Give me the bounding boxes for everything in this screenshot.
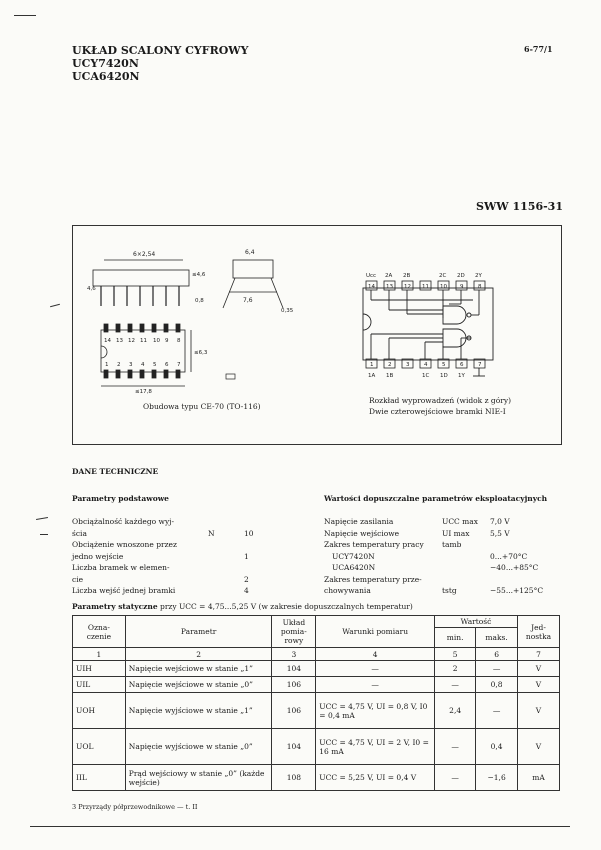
footer-note: 3 Przyrządy półprzewodnikowe — t. II [72, 803, 198, 811]
limit-row: chowywania tstg −55...+125°C [324, 586, 544, 595]
margin-mark-3 [40, 534, 48, 535]
pin-5: 5 [442, 362, 446, 368]
pinout-caption-2: Dwie czterowejściowe bramki NIE-I [369, 407, 506, 416]
dim-label-body: ≤6,3 [194, 350, 208, 356]
title-line-3: UCA6420N [72, 70, 140, 83]
pin-2: 2 [388, 362, 392, 368]
limit-row: Zakres temperatury pracy tamb [324, 540, 462, 549]
dim-label-row: 7,6 [243, 297, 253, 304]
pinout-bottom-labels [368, 373, 465, 379]
pin-14: 14 [368, 284, 375, 290]
th-min: min. [435, 628, 476, 648]
dim-label-width: 6,4 [245, 249, 255, 256]
limit-row: Napięcie zasilania UCC max 7,0 V [324, 517, 510, 526]
th-max: maks. [476, 628, 518, 648]
pin-label-2a: 2A [385, 273, 393, 279]
pin-9: 9 [460, 284, 464, 290]
figure-box [72, 225, 562, 445]
pin-label-1a: 1A [368, 373, 376, 379]
static-params-heading: Parametry statyczne przy UCC = 4,75...5,25 V (w zakresie dopuszczalnych temperatur) [72, 602, 413, 611]
pin-label-1d: 1D [440, 373, 448, 379]
limits-list [324, 516, 560, 597]
pin-label-2c: 2C [439, 273, 447, 279]
basic-row: jedno wejście 1 [72, 551, 249, 561]
package-pin-top-numbers [104, 338, 181, 344]
document-title [72, 44, 249, 83]
pinout-top-labels [366, 273, 482, 279]
pkg-pin-2: 2 [117, 362, 121, 368]
pkg-pin-1: 1 [105, 362, 109, 368]
package-caption: Obudowa typu CE-70 (TO-116) [143, 402, 261, 411]
dim-label-thickness: 0,8 [195, 298, 204, 304]
pin-11: 11 [422, 284, 429, 290]
pin-12: 12 [404, 284, 411, 290]
pkg-pin-13: 13 [116, 338, 123, 344]
table-row: UOH Napięcie wyjściowe w stanie „1” 106 UCC = 4,75 V, UI = 0,8 V, I0 = 0,4 mA 2,4 — V [73, 693, 560, 729]
corner-mark [14, 15, 36, 16]
pinout-caption-1: Rozkład wyprowadzeń (widok z góry) [369, 396, 511, 405]
basic-row: cie 2 [72, 574, 249, 584]
pkg-pin-12: 12 [128, 338, 135, 344]
pin-6: 6 [460, 362, 464, 368]
table-row: UIL Napięcie wejściowe w stanie „0” 106 — — 0,8 V [73, 677, 560, 693]
table-header-row [73, 616, 560, 628]
basic-row: Liczba bramek w elemen- [72, 563, 170, 572]
dim-label-lead: 4,6 [87, 286, 96, 292]
pkg-pin-11: 11 [140, 338, 147, 344]
title-line-1: UKŁAD SCALONY CYFROWY [72, 44, 249, 57]
standard-number: SWW 1156-31 [476, 200, 563, 213]
pin-1: 1 [370, 362, 374, 368]
pin-8: 8 [478, 284, 482, 290]
pkg-pin-8: 8 [177, 338, 181, 344]
title-line-2: UCY7420N [72, 57, 139, 70]
dim-label-length: ≤17,8 [135, 389, 152, 395]
limit-row: UCY7420N 0...+70°C [332, 551, 528, 561]
pin-label-2b: 2B [403, 273, 411, 279]
basic-row: ścia N 10 [72, 528, 254, 538]
margin-mark-2 [36, 517, 48, 520]
dim-label-angle: 0,35 [281, 308, 294, 314]
pkg-pin-10: 10 [153, 338, 160, 344]
margin-mark-1 [50, 304, 60, 308]
section-heading: DANE TECHNICZNE [72, 467, 159, 476]
package-side-view [93, 260, 189, 306]
pkg-pin-7: 7 [177, 362, 181, 368]
pin-label-1y: 1Y [458, 373, 465, 379]
marker-rect [226, 374, 235, 379]
pkg-pin-14: 14 [104, 338, 111, 344]
limits-heading: Wartości dopuszczalne parametrów eksploatacyjnych [324, 494, 548, 503]
table-row: IIL Prąd wejściowy w stanie „0” (każde wejście) 108 UCC = 5,25 V, UI = 0,4 V — −1,6 mA [73, 765, 560, 791]
th-circuit: Układ pomia-rowy [272, 616, 316, 648]
pin-10: 10 [440, 284, 447, 290]
basic-row: Liczba wejść jednej bramki 4 [72, 586, 249, 595]
basic-params-list [72, 516, 282, 597]
pin-13: 13 [386, 284, 393, 290]
basic-params-heading: Parametry podstawowe [72, 494, 169, 503]
pin-7: 7 [478, 362, 482, 368]
table-row: UOL Napięcie wyjściowe w stanie „0” 104 UCC = 4,75 V, UI = 2 V, I0 = 16 mA — 0,4 V [73, 729, 560, 765]
pkg-pin-5: 5 [153, 362, 157, 368]
pin-label-1b: 1B [386, 373, 394, 379]
pkg-pin-6: 6 [165, 362, 169, 368]
pin-label-ucc: Ucc [366, 273, 377, 279]
pkg-pin-9: 9 [165, 338, 169, 344]
th-symbol: Ozna-czenie [73, 616, 126, 648]
pin-label-1c: 1C [422, 373, 430, 379]
bottom-rule [30, 826, 570, 827]
th-value: Wartość [435, 616, 518, 628]
th-conditions: Warunki pomiaru [316, 616, 435, 648]
th-unit: Jed-nostka [517, 616, 559, 648]
package-end-view [223, 260, 283, 308]
basic-row: Obciążalność każdego wyj- [72, 517, 175, 526]
pin-4: 4 [424, 362, 428, 368]
basic-row: Obciążenie wnoszone przez [72, 540, 177, 549]
pinout-top-numbers [368, 284, 482, 290]
pin-label-2d: 2D [457, 273, 465, 279]
limit-row: Napięcie wejściowe UI max 5,5 V [324, 528, 510, 538]
pinout-bottom-numbers [370, 362, 482, 368]
pin-label-2y: 2Y [475, 273, 482, 279]
th-parameter: Parametr [125, 616, 272, 648]
pkg-pin-4: 4 [141, 362, 145, 368]
table-row: UIH Napięcie wejściowe w stanie „1” 104 — 2 — V [73, 661, 560, 677]
pkg-pin-3: 3 [129, 362, 133, 368]
page-code: 6-77/1 [524, 44, 553, 54]
dim-label-height: ≤4,6 [192, 272, 206, 278]
limit-row: Zakres temperatury prze- [324, 574, 422, 584]
package-top-view [101, 324, 191, 386]
package-pin-bottom-numbers [105, 362, 181, 368]
pin-3: 3 [406, 362, 410, 368]
limit-row: UCA6420N −40...+85°C [332, 563, 539, 572]
dim-label-pitch: 6×2,54 [133, 251, 156, 258]
static-params-table [72, 615, 560, 791]
table-colnum-row: 1 2 3 4 5 6 7 [73, 648, 560, 661]
